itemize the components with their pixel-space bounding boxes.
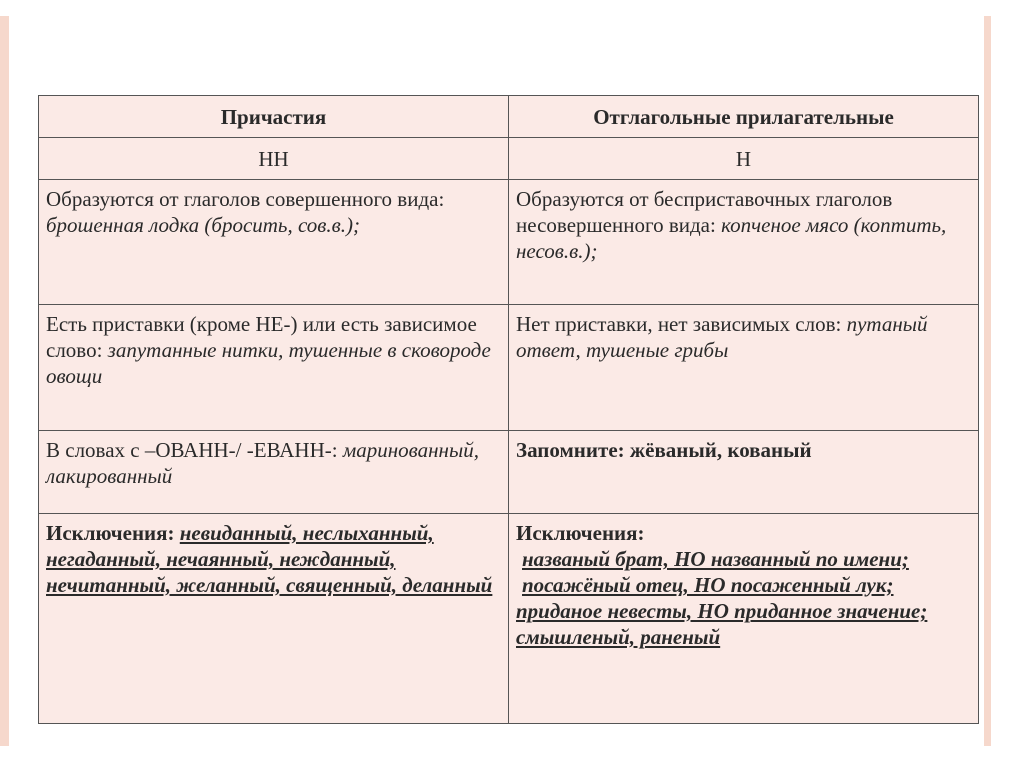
table-row	[39, 431, 979, 514]
rule-cell-right	[509, 180, 979, 305]
suffix-single-n: Н	[509, 138, 979, 180]
remember-note: Запомните: жёваный, кованый	[516, 438, 812, 462]
rule-cell-right	[509, 431, 979, 514]
exceptions-cell-right	[509, 514, 979, 724]
rule-cell-left	[39, 305, 509, 431]
exceptions-list: невиданный, неслыханный, негаданный, нечаянный, нежданный, нечитанный, желанный, священный, деланный	[46, 521, 493, 597]
header-row	[39, 96, 979, 138]
rule-example: запутанные нитки, тушенные в сковороде овощи	[46, 338, 491, 388]
rule-text: Образуются от глаголов совершенного вида:	[46, 187, 445, 211]
rule-text: Нет приставки, нет зависимых слов:	[516, 312, 847, 336]
comparison-table	[38, 95, 979, 724]
rule-cell-right	[509, 305, 979, 431]
table-row	[39, 180, 979, 305]
exceptions-row	[39, 514, 979, 724]
rule-example: маринованный, лакированный	[46, 438, 479, 488]
exceptions-list: названый брат, НО названный по имени; посажёный отец, НО посаженный лук;	[522, 547, 909, 597]
suffix-double-n: НН	[39, 138, 509, 180]
exceptions-list: приданое невесты, НО приданное значение; смышленый, раненый	[516, 599, 928, 649]
rule-text: Есть приставки (кроме НЕ-) или есть зависимое слово:	[46, 312, 477, 362]
rule-example: копченое мясо (коптить, несов.в.);	[516, 213, 947, 263]
rule-text: В словах с –ОВАНН-/ -ЕВАНН-:	[46, 438, 343, 462]
table-row	[39, 305, 979, 431]
exceptions-label: Исключения:	[516, 521, 645, 545]
exceptions-cell-left	[39, 514, 509, 724]
rule-cell-left	[39, 180, 509, 305]
header-participles: Причастия	[39, 96, 509, 138]
rule-text: Образуются от бесприставочных глаголов несовершенного вида:	[516, 187, 893, 237]
exceptions-label: Исключения:	[46, 521, 180, 545]
right-decorative-strip	[984, 16, 991, 746]
header-verbal-adjectives: Отглагольные прилагательные	[509, 96, 979, 138]
suffix-row	[39, 138, 979, 180]
left-decorative-strip	[0, 16, 9, 746]
rule-example: брошенная лодка (бросить, сов.в.);	[46, 213, 361, 237]
rule-cell-left	[39, 431, 509, 514]
rule-example: путаный ответ, тушеные грибы	[516, 312, 928, 362]
